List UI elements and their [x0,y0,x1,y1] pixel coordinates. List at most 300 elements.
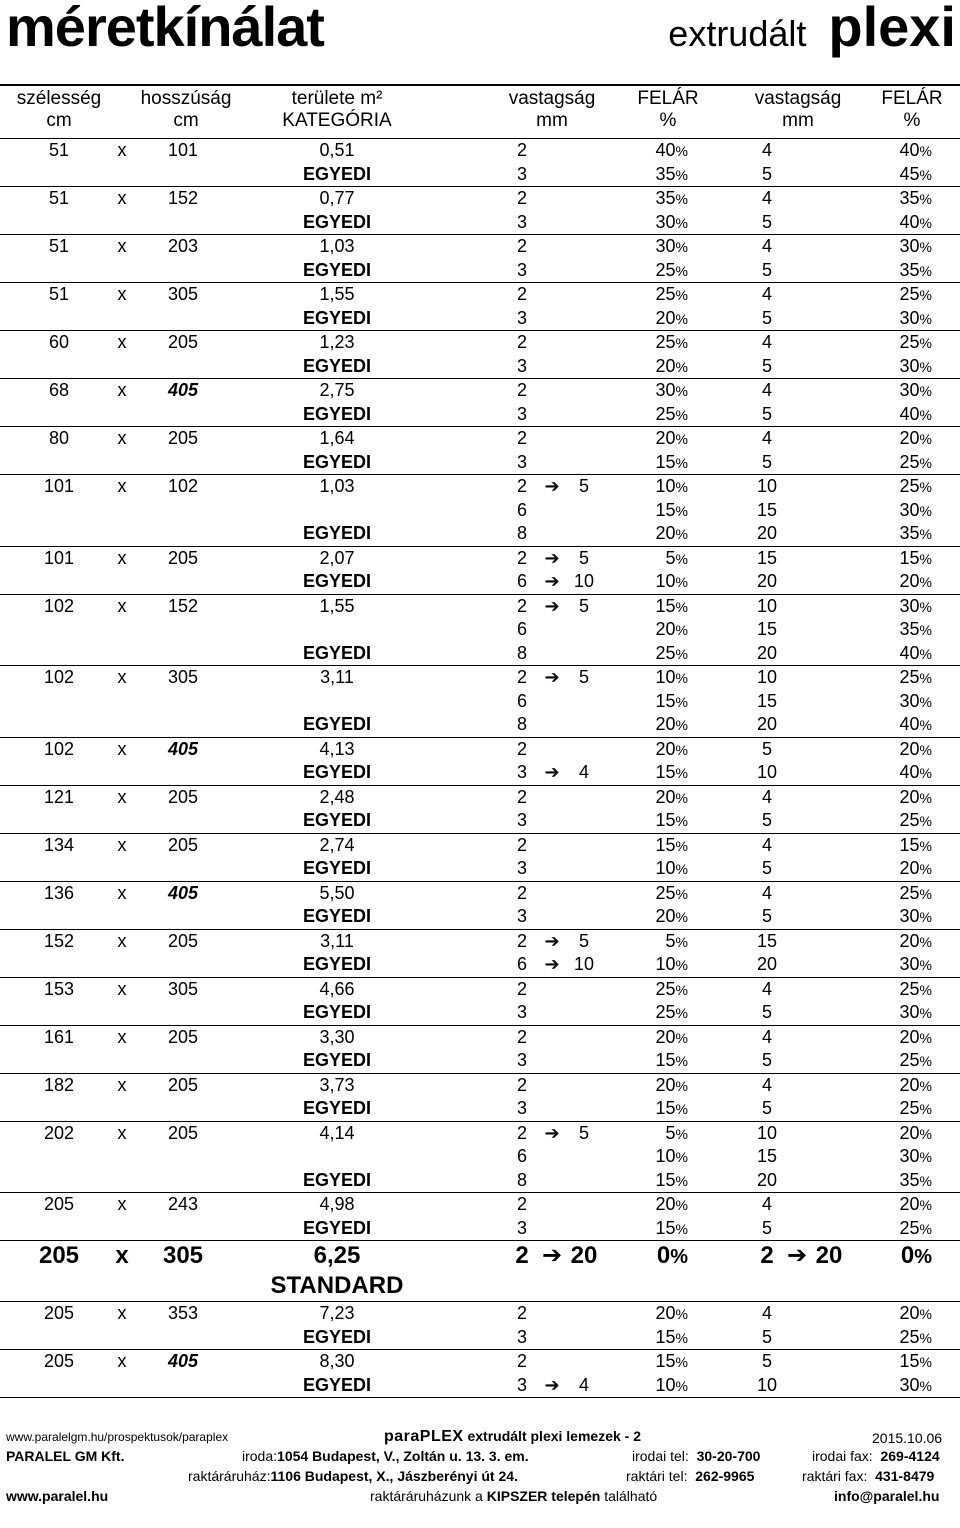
thickness-value: 2 [516,1074,527,1095]
surcharge-value: 20 [655,307,676,328]
surcharge-value: 10 [655,954,676,974]
surcharge-value: 35 [655,163,676,184]
surcharge-value: 35 [655,188,676,208]
percent-sign: % [919,693,932,710]
table-row [0,1349,960,1397]
surcharge-cell [620,713,688,738]
area-value: 4,14 [319,1122,355,1143]
surcharge-cell [864,427,932,452]
thickness-value: 8 [516,523,527,543]
area-value: 0,51 [319,140,355,160]
category-label: EGYEDI [302,1002,372,1022]
percent-sign: % [675,166,688,183]
thickness-value: 4 [761,428,772,448]
row-line [0,857,960,881]
surcharge-value: 20 [655,619,676,639]
thickness-value: 4 [761,882,772,903]
table-row [0,594,960,666]
percent-sign: % [919,598,932,615]
area-value: 7,23 [319,1303,355,1323]
surcharge-value: 25 [899,1217,920,1238]
surcharge-cell [864,1374,932,1399]
thickness-from: 6 [516,571,527,591]
row-line [0,1169,960,1193]
length-value: 152 [167,595,199,616]
row-line [0,499,960,523]
surcharge-cell [864,1326,932,1351]
thickness-value: 10 [756,1374,778,1395]
width-value: 152 [43,930,75,951]
surcharge-cell [620,618,688,643]
length-value: 205 [167,930,199,951]
row-line [0,786,960,810]
row-line [0,666,960,690]
percent-sign: % [919,358,932,375]
thickness-from: 2 [516,667,527,687]
table-row [0,186,960,234]
category-label: EGYEDI [302,858,372,878]
row-line [0,379,960,403]
percent-sign: % [675,479,688,495]
percent-sign: % [919,143,932,159]
website-link[interactable]: www.paralel.hu [6,1488,109,1504]
warehouse-fax: raktári fax: 431-8479 [802,1468,935,1484]
percent-sign: % [675,1220,688,1237]
category-label: EGYEDI [302,954,372,974]
percent-sign: % [919,1053,932,1069]
table-row [0,737,960,785]
width-value: 80 [48,428,70,448]
surcharge-value: 20 [899,930,920,951]
surcharge-cell [620,1217,688,1242]
surcharge-cell [864,953,932,978]
thickness-value: 4 [761,380,772,400]
surcharge-value: 10 [655,667,676,687]
width-value: 101 [43,547,75,568]
surcharge-cell [620,163,688,188]
row-line [0,1001,960,1025]
page-subtitle [668,0,956,59]
times-sign: x [117,284,127,304]
table-row [0,1121,960,1193]
length-value: 305 [162,1242,204,1269]
office-phone: irodai tel: 30-20-700 [632,1448,761,1464]
footer-url[interactable]: www.paralelgm.hu/prospektusok/paraplex [6,1430,229,1444]
surcharge-cell [864,666,932,691]
thickness-value: 10 [756,595,778,616]
thickness-from: 2 [516,476,527,496]
header-surcharge-1: FELÁR % [637,88,699,131]
thickness-value: 2 [516,188,527,208]
length-value: 205 [167,547,199,568]
thickness-value: 3 [516,307,527,328]
surcharge-cell [620,379,688,404]
area-value: 4,13 [319,738,355,759]
thickness-value: 4 [761,1026,772,1047]
category-label: EGYEDI [302,355,372,376]
surcharge-value: 20 [655,906,676,926]
subtitle-extruded: extrudált [668,13,807,54]
row-line [0,1122,960,1146]
surcharge-value: 20 [899,1194,920,1214]
surcharge-value: 35 [899,188,920,208]
width-value: 205 [38,1242,80,1269]
surcharge-value: 25 [899,978,920,999]
surcharge-cell [620,355,688,380]
row-line [0,713,960,737]
width-value: 68 [48,380,70,400]
row-line [0,1302,960,1326]
surcharge-value: 30 [899,499,920,520]
thickness-to: 5 [578,547,589,568]
thickness-value: 5 [761,810,772,830]
thickness-value: 4 [761,1194,772,1214]
percent-sign: % [919,1377,932,1394]
percent-sign: % [675,1101,688,1117]
surcharge-cell [620,930,688,955]
thickness-from: 6 [516,954,527,974]
percent-sign: % [675,1149,688,1165]
table-row [0,378,960,426]
thickness-value: 3 [516,1050,527,1070]
area-value: 3,11 [320,930,354,951]
surcharge-value: 20 [899,1074,920,1095]
percent-sign: % [919,1077,932,1094]
length-value: 405 [167,380,199,400]
footer-date: 2015.10.06 [872,1430,943,1446]
surcharge-cell [620,1026,688,1051]
area-value: 1,03 [319,476,355,496]
percent-sign: % [675,1077,688,1094]
thickness-value: 10 [756,476,778,496]
percent-sign: % [919,622,932,638]
surcharge-value: 30 [899,906,920,926]
category-label: EGYEDI [302,307,372,328]
thickness-value: 6 [516,499,527,520]
row-line [0,1074,960,1098]
row-line [0,761,960,785]
row-line [0,235,960,259]
percent-sign: % [675,885,688,902]
surcharge-cell [864,475,932,500]
times-sign: x [117,476,127,496]
header-surcharge-2: FELÁR % [881,88,943,131]
surcharge-cell [620,1049,688,1074]
arrow-icon: ➔ [544,595,560,616]
area-value: 2,74 [319,834,355,855]
times-sign: x [117,595,127,616]
surcharge-value: 15 [655,1351,676,1371]
surcharge-value: 20 [899,786,920,807]
surcharge-cell [620,1145,688,1170]
category-label: EGYEDI [302,642,372,663]
surcharge-value: 25 [899,667,920,687]
percent-sign: % [675,550,688,567]
thickness-value: 4 [761,978,772,999]
row-line [0,690,960,714]
company-name: PARALEL GM Kft. [6,1448,125,1464]
thickness-value: 5 [761,1351,772,1371]
percent-sign: % [675,214,688,231]
percent-sign: % [919,670,932,686]
percent-sign: % [919,741,932,758]
surcharge-cell [620,139,688,164]
surcharge-value: 20 [899,858,920,878]
percent-sign: % [919,191,932,207]
arrow-icon: ➔ [544,1374,560,1395]
thickness-value: 4 [761,1303,772,1323]
surcharge-cell [620,905,688,930]
header-area: területe m² KATEGÓRIA [282,88,392,131]
percent-sign: % [675,1354,688,1370]
percent-sign: % [919,454,932,471]
percent-sign: % [919,310,932,327]
surcharge-value: 20 [655,1303,676,1323]
thickness-value: 8 [516,714,527,734]
thickness-value: 20 [756,1169,778,1190]
arrow-icon: ➔ [541,1242,563,1269]
surcharge-value: 25 [899,810,920,830]
area-value: 1,55 [319,284,355,304]
footer-doc-title: paraPLEX extrudált plexi lemezek - 2 [384,1428,642,1445]
surcharge-value: 15 [655,451,676,472]
width-value: 102 [43,595,75,616]
length-value: 405 [167,738,199,759]
surcharge-cell [864,618,932,643]
row-line [0,930,960,954]
category-label: EGYEDI [302,810,372,830]
thickness-value: 20 [756,714,778,734]
width-value: 161 [43,1026,75,1047]
surcharge-value: 40 [899,211,920,232]
length-value: 205 [167,1122,199,1143]
length-value: 203 [167,236,199,256]
surcharge-value: 35 [899,259,920,280]
length-value: 405 [167,882,199,903]
surcharge-value: 5 [665,1122,676,1143]
row-line [0,1193,960,1217]
surcharge-cell [864,211,932,236]
percent-sign: % [675,741,688,758]
category-label: EGYEDI [302,1326,372,1347]
surcharge-value: 15 [655,1098,676,1118]
thickness-value: 20 [756,523,778,543]
thickness-value: 15 [756,690,778,711]
row-line [0,1026,960,1050]
thickness-value: 5 [761,858,772,878]
row-line [0,1217,960,1241]
thickness-from: 2 [516,547,527,568]
percent-sign: % [675,574,688,590]
length-value: 205 [167,834,199,855]
length-value: 205 [167,428,199,448]
surcharge-cell [620,857,688,882]
surcharge-cell [620,1350,688,1375]
thickness-value: 2 [516,1026,527,1047]
thickness-to: 20 [815,1242,843,1269]
thickness-value: 15 [756,547,778,568]
surcharge-cell [620,761,688,786]
surcharge-value: 20 [655,428,676,448]
length-value: 243 [167,1194,199,1214]
surcharge-value: 30 [899,954,920,974]
thickness-value: 6 [516,690,527,711]
thickness-value: 2 [516,738,527,759]
surcharge-cell [620,307,688,332]
brand-logo: paraPLEX [384,1428,464,1445]
surcharge-cell [864,163,932,188]
area-value: 3,11 [320,667,354,687]
row-line [0,1271,960,1301]
surcharge-value: 10 [655,1374,676,1395]
times-sign: x [117,380,127,400]
length-value: 405 [167,1351,199,1371]
surcharge-cell [864,1122,932,1147]
percent-sign: % [919,1306,932,1322]
surcharge-cell [864,1097,932,1122]
percent-sign: % [919,861,932,877]
surcharge-value: 25 [655,284,676,304]
thickness-from: 2 [515,1242,529,1269]
surcharge-value: 25 [655,1002,676,1022]
percent-sign: % [670,1246,688,1268]
times-sign: x [117,978,127,999]
thickness-value: 5 [761,211,772,232]
row-line [0,163,960,187]
surcharge-cell [864,1049,932,1074]
surcharge-cell [620,834,688,859]
times-sign: x [117,1122,127,1143]
percent-sign: % [675,1053,688,1069]
percent-sign: % [675,1005,688,1021]
percent-sign: % [675,1306,688,1322]
surcharge-value: 15 [655,1169,676,1190]
surcharge-value: 30 [655,380,676,400]
surcharge-value: 10 [655,858,676,878]
row-line [0,427,960,451]
surcharge-cell [864,379,932,404]
table-row [0,282,960,330]
row-line [0,139,960,163]
surcharge-value: 20 [655,714,676,734]
thickness-to: 10 [573,954,595,974]
percent-sign: % [675,502,688,519]
percent-sign: % [675,383,688,399]
percent-sign: % [675,645,688,662]
surcharge-value: 30 [899,1002,920,1022]
thickness-value: 3 [516,810,527,830]
table-row [0,665,960,737]
surcharge-cell [864,283,932,308]
surcharge-cell [620,499,688,524]
thickness-value: 4 [761,786,772,807]
surcharge-value: 20 [655,1194,676,1214]
row-line [0,1326,960,1350]
table-row [0,426,960,474]
surcharge-value: 35 [899,523,920,543]
surcharge-cell [864,499,932,524]
surcharge-cell [620,1302,688,1327]
header-length: hosszúság cm [140,88,232,131]
length-value: 205 [167,1074,199,1095]
surcharge-cell [864,595,932,620]
area-value: 5,50 [319,882,355,903]
area-value: 2,48 [319,786,355,807]
surcharge-cell [864,786,932,811]
row-line [0,211,960,235]
surcharge-cell [620,211,688,236]
length-value: 205 [167,332,199,352]
category-label: EGYEDI [302,906,372,926]
surcharge-cell [620,1097,688,1122]
percent-sign: % [675,358,688,375]
area-value: 8,30 [319,1351,355,1371]
thickness-value: 3 [516,403,527,424]
email-link[interactable]: info@paralel.hu [834,1488,940,1504]
width-value: 182 [43,1074,75,1095]
percent-sign: % [919,1125,932,1142]
surcharge-value: 20 [655,1074,676,1095]
surcharge-cell [620,1374,688,1399]
percent-sign: % [675,1329,688,1346]
thickness-from: 3 [516,1374,527,1395]
arrow-icon: ➔ [544,930,560,951]
percent-sign: % [919,909,932,925]
surcharge-cell [620,331,688,356]
category-label: EGYEDI [302,714,372,734]
times-sign: x [117,236,127,256]
percent-sign: % [675,406,688,423]
thickness-value: 3 [516,355,527,376]
row-line [0,1145,960,1169]
row-line [0,259,960,283]
length-value: 305 [167,284,199,304]
times-sign: x [117,834,127,855]
width-value: 134 [43,834,75,855]
surcharge-cell [864,690,932,715]
arrow-icon: ➔ [544,547,560,568]
thickness-value: 3 [516,211,527,232]
thickness-value: 3 [516,259,527,280]
thickness-value: 2 [516,428,527,448]
category-label: EGYEDI [302,1098,372,1118]
surcharge-value: 25 [899,476,920,496]
surcharge-cell [620,283,688,308]
percent-sign: % [919,574,932,590]
surcharge-value: 15 [655,810,676,830]
width-value: 102 [43,738,75,759]
surcharge-value: 10 [655,1146,676,1166]
thickness-value: 3 [516,906,527,926]
percent-sign: % [675,765,688,781]
surcharge-value: 15 [655,1326,676,1347]
percent-sign: % [919,431,932,447]
size-table [0,138,960,1398]
row-line [0,355,960,379]
percent-sign: % [675,981,688,998]
table-row [0,330,960,378]
thickness-to: 4 [578,1374,589,1395]
surcharge-value: 40 [899,714,920,734]
thickness-value: 3 [516,1326,527,1347]
thickness-value: 3 [516,163,527,184]
surcharge-cell [620,809,688,834]
percent-sign: % [675,861,688,877]
width-value: 51 [48,140,70,160]
percent-sign: % [675,454,688,471]
surcharge-cell [620,1326,688,1351]
area-value: 2,07 [319,547,355,568]
